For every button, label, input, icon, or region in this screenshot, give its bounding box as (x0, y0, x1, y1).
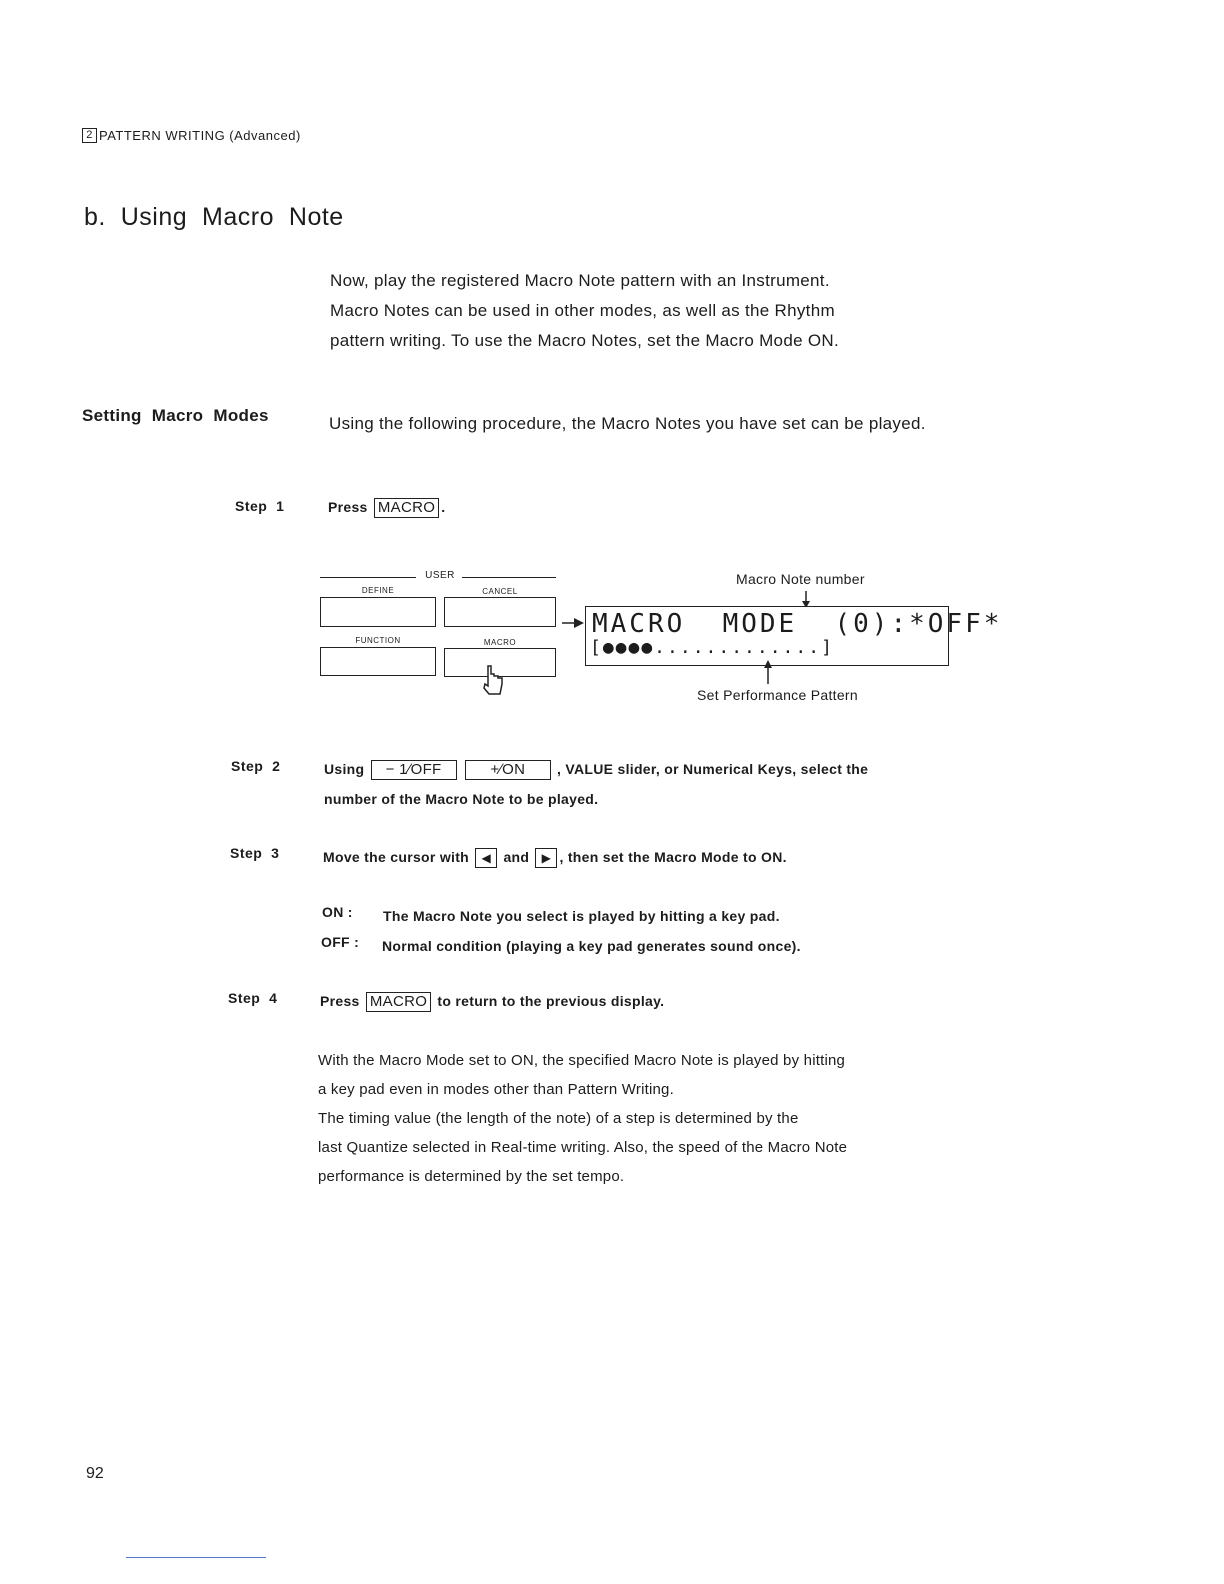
callout-macro-note-number: Macro Note number (736, 571, 865, 587)
user-label: USER (425, 570, 455, 581)
function-button[interactable] (320, 647, 436, 676)
on-description: The Macro Note you select is played by hitting a key pad. (383, 908, 780, 924)
page-number: 92 (86, 1465, 104, 1482)
lcd-line-2: [●●●●.............] (590, 637, 834, 658)
intro-line: pattern writing. To use the Macro Notes, set the Macro Mode ON. (330, 331, 839, 350)
intro-line: Macro Notes can be used in other modes, as well as the Rhythm (330, 301, 835, 320)
step-2-text (324, 754, 964, 814)
on-label: ON : (322, 904, 353, 920)
plus-on-key: +∕ON (465, 760, 551, 780)
intro-paragraph (330, 266, 960, 356)
off-label: OFF : (321, 934, 360, 950)
step-3-text (323, 842, 963, 872)
pointing-hand-icon (478, 660, 508, 700)
closing-line: a key pad even in modes other than Pattern Writing. (318, 1081, 674, 1098)
step-1-text (328, 492, 445, 522)
section-number-box: 2 (82, 128, 97, 143)
step-1-post: . (441, 499, 446, 515)
step-2-post: , VALUE slider, or Numerical Keys, select the (557, 761, 869, 777)
step-2-line-2: number of the Macro Note to be played. (324, 791, 599, 807)
cursor-right-key: ▶ (535, 848, 557, 868)
step-3-post: , then set the Macro Mode to ON. (559, 849, 787, 865)
macro-key: MACRO (366, 992, 431, 1012)
up-arrow-icon (762, 660, 774, 686)
step-1-label: Step 1 (235, 498, 285, 514)
user-bracket-right (462, 577, 556, 578)
step-4-text (320, 986, 664, 1016)
step-1-pre: Press (328, 499, 368, 515)
function-label: FUNCTION (355, 636, 401, 645)
cancel-label: CANCEL (482, 587, 518, 596)
off-description: Normal condition (playing a key pad generates sound once). (382, 938, 801, 954)
closing-line: performance is determined by the set tempo. (318, 1168, 625, 1185)
lcd-line-1: MACRO MODE (0):*OFF* (592, 609, 1003, 639)
intro-line: Now, play the registered Macro Note pattern with an Instrument. (330, 271, 830, 290)
step-4-post: to return to the previous display. (437, 993, 665, 1009)
lcd-display (585, 606, 1003, 666)
step-4-pre: Press (320, 993, 360, 1009)
closing-line: last Quantize selected in Real-time writing. Also, the speed of the Macro Note (318, 1139, 848, 1156)
page-heading: b. Using Macro Note (84, 203, 344, 231)
step-3-pre: Move the cursor with (323, 849, 470, 865)
section-side-label: Setting Macro Modes (82, 406, 269, 425)
step-2-label: Step 2 (231, 758, 281, 774)
bottom-rule (126, 1557, 266, 1558)
closing-paragraph (318, 1046, 948, 1191)
define-label: DEFINE (361, 586, 395, 595)
cursor-left-key: ◀ (475, 848, 497, 868)
step-3-label: Step 3 (230, 845, 280, 861)
user-bracket-left (320, 577, 416, 578)
cancel-button[interactable] (444, 597, 556, 627)
procedure-text: Using the following procedure, the Macro Notes you have set can be played. (329, 414, 926, 433)
step-4-label: Step 4 (228, 990, 278, 1006)
macro-key: MACRO (374, 498, 439, 518)
header-title: PATTERN WRITING (Advanced) (99, 128, 301, 143)
right-arrow-icon (560, 616, 586, 630)
running-header (82, 128, 301, 143)
step-3-mid: and (503, 849, 530, 865)
closing-line: With the Macro Mode set to ON, the specified Macro Note is played by hitting (318, 1052, 846, 1069)
macro-label: MACRO (483, 638, 517, 647)
closing-line: The timing value (the length of the note) of a step is determined by the (318, 1110, 799, 1127)
define-button[interactable] (320, 597, 436, 627)
step-2-pre: Using (324, 761, 365, 777)
callout-set-performance-pattern: Set Performance Pattern (697, 687, 858, 703)
minus-1-off-key: − 1∕OFF (371, 760, 457, 780)
